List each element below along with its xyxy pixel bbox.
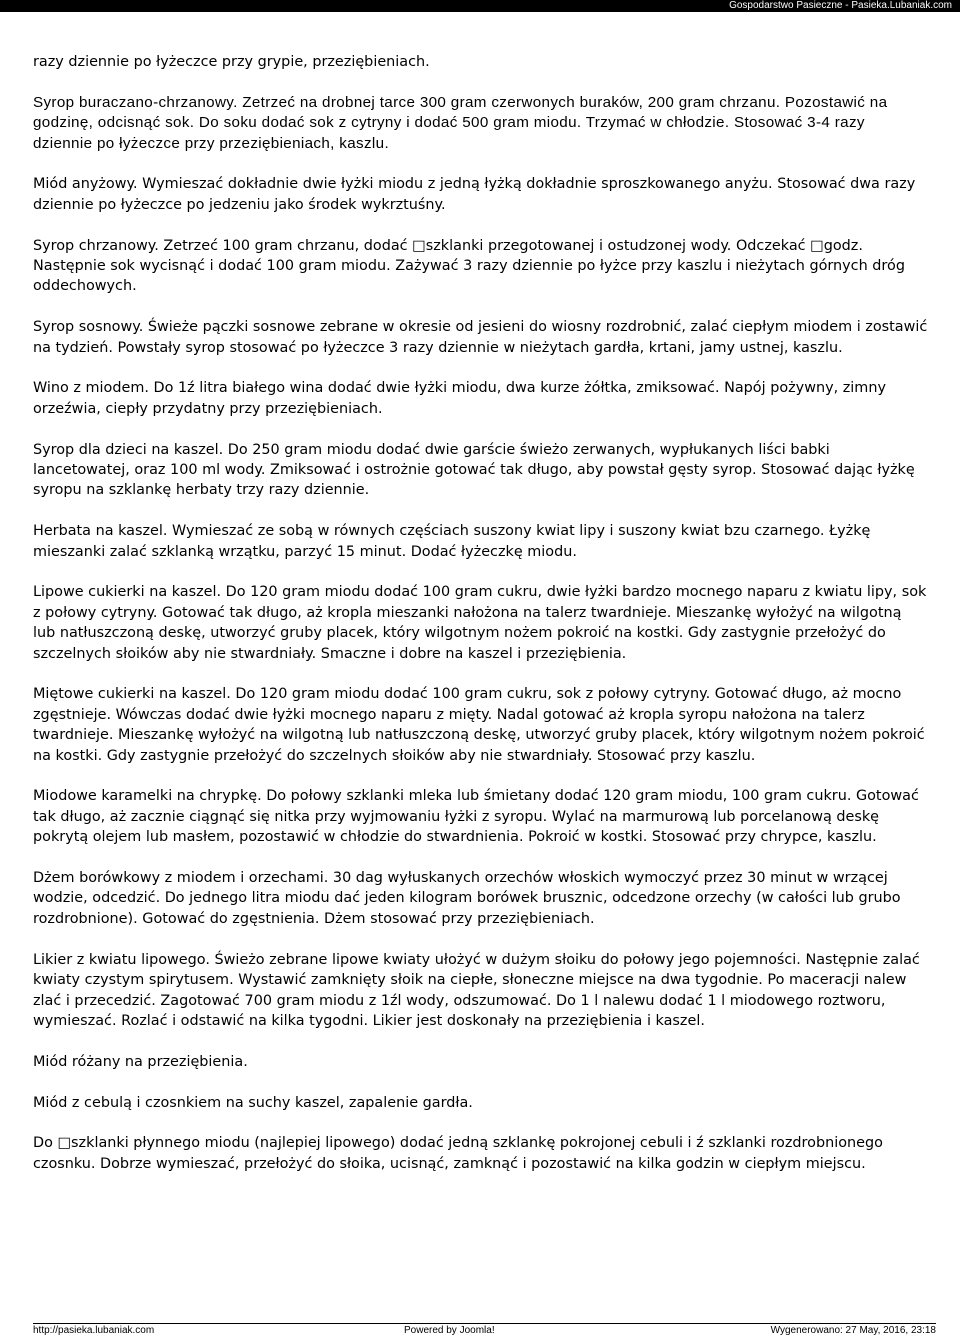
recipe-paragraph: Miód anyżowy. Wymieszać dokładnie dwie łyżki miodu z jedną łyżką dokładnie sproszkowanego anyżu. Stosować dwa razy dziennie po łyżeczce po jedzeniu jako środek wykrztuśny. <box>33 176 916 213</box>
recipe-paragraph: Dżem borówkowy z miodem i orzechami. 30 dag wyłuskanych orzechów włoskich wymoczyć przez 30 minut w wrzącej wodzie, odcedzić. Do jednego litra miodu dać jeden kilogram borówek brusznic, odcedzone orzechy (w całości lub grubo rozdrobnione). Gotować do zgęstnienia. Dżem stosować przy przeziębieniach. <box>33 870 901 927</box>
recipe-paragraph: Herbata na kaszel. Wymieszać ze sobą w równych częściach suszony kwiat lipy i suszony kwiat bzu czarnego. Łyżkę mieszanki zalać szklanką wrzątku, parzyć 15 minut. Dodać łyżeczkę miodu. <box>33 523 871 560</box>
footer-site-url[interactable]: http://pasieka.lubaniak.com <box>33 1325 155 1336</box>
header-bar <box>0 0 960 12</box>
paragraph: razy dziennie po łyżeczce przy grypie, przeziębieniach. <box>33 54 430 70</box>
recipe-paragraph: Syrop sosnowy. Świeże pączki sosnowe zebrane w okresie od jesieni do wiosny rozdrobnić, zalać ciepłym miodem i zostawić na tydzień. Powstały syrop stosować po łyżeczce 3 razy dziennie w nieżytach gardła, krtani, jamy ustnej, kaszlu. <box>33 319 928 356</box>
footer-powered-by: Powered by Joomla! <box>404 1325 495 1336</box>
recipe-paragraph: Miód z cebulą i czosnkiem na suchy kaszel, zapalenie gardła. <box>33 1094 473 1111</box>
recipe-paragraph: Likier z kwiatu lipowego. Świeżo zebrane lipowe kwiaty ułożyć w dużym słoiku do połowy jego pojemności. Następnie zalać kwiaty czystym spirytusem. Wystawić zamknięty słoik na ciepłe, słoneczne miejsce na dwa tygodnie. Po maceracji nalew zlać i przecedzić. Zagotować 700 gram miodu z 1źl wody, odszumować. Do 1 l nalewu dodać 1 l miodowego roztworu, wymieszać. Rozlać i odstawić na kilka tygodni. Likier jest doskonały na przeziębienia i kaszel. <box>33 951 920 1029</box>
footer-generated-date: Wygenerowano: 27 May, 2016, 23:18 <box>770 1325 936 1336</box>
recipe-paragraph: Syrop dla dzieci na kaszel. Do 250 gram miodu dodać dwie garście świeżo zerwanych, wypłukanych liści babki lancetowatej, oraz 100 ml wody. Zmiksować i ostrożnie gotować tak długo, aby powstał gęsty syrop. Stosować dając łyżkę syropu na szklankę herbaty trzy razy dziennie. <box>33 441 915 499</box>
recipe-paragraph: Miód różany na przeziębienia. <box>33 1053 248 1070</box>
recipe-paragraph: Syrop chrzanowy. Zetrzeć 100 gram chrzanu, dodać □szklanki przegotowanej i ostudzonej wody. Odczekać □godz. Następnie sok wycisnąć i dodać 100 gram miodu. Zażywać 3 razy dziennie po łyżce przy kaszlu i nieżytach górnych dróg oddechowych. <box>33 237 905 295</box>
recipe-paragraph: Syrop buraczano-chrzanowy. Zetrzeć na drobnej tarce 300 gram czerwonych buraków, 200 gram chrzanu. Pozostawić na godzinę, odcisnąć sok. Do soku dodać sok z cytryny i dodać 500 gram miodu. Trzymać w chłodzie. Stosować 3-4 razy dziennie po łyżeczce przy przeziębieniach, kaszlu. <box>33 93 888 152</box>
article-body <box>33 52 928 1195</box>
recipe-paragraph: Miodowe karamelki na chrypkę. Do połowy szklanki mleka lub śmietany dodać 120 gram miodu, 100 gram cukru. Gotować tak długo, aż zacznie ciągnąć się nitka przy wyjmowaniu łyżki z syropu. Wylać na marmurową lub porcelanową deskę pokrytą olejem lub masłem, pozostawić w chłodzie do stwardnienia. Pokroić w kostki. Stosować przy chrypce, kaszlu. <box>33 788 919 846</box>
recipe-paragraph: Wino z miodem. Do 1ź litra białego wina dodać dwie łyżki miodu, dwa kurze żółtka, zmiksować. Napój pożywny, zimny orzeźwia, ciepły przydatny przy przeziębieniach. <box>33 380 886 417</box>
recipe-paragraph: Miętowe cukierki na kaszel. Do 120 gram miodu dodać 100 gram cukru, sok z połowy cytryny. Gotować długo, aż mocno zgęstnieje. Wówczas dodać dwie łyżki mocnego naparu z mięty. Nadal gotować aż kropla syropu nałożona na talerz twardnieje. Mieszankę wyłożyć na wilgotną lub natłuszczoną deskę, utworzyć gruby placek, który wilgotnym nożem pokroić na kostki. Gdy zastygnie przełożyć do szczelnych słoików aby nie stwardniały. Stosować przy kaszlu. <box>33 686 925 764</box>
site-title: Gospodarstwo Pasieczne - Pasieka.Lubaniak.com <box>729 0 952 11</box>
recipe-paragraph: Lipowe cukierki na kaszel. Do 120 gram miodu dodać 100 gram cukru, dwie łyżki bardzo mocnego naparu z kwiatu lipy, sok z połowy cytryny. Gotować tak długo, aż kropla mieszanki nałożona na talerz twardnieje. Mieszankę wyłożyć na wilgotną lub natłuszczoną deskę, utworzyć gruby placek, który wilgotnym nożem pokroić na kostki. Gdy zastygnie przełożyć do szczelnych słoików aby nie stwardniały. Smaczne i dobre na kaszel i przeziębienia. <box>33 584 927 662</box>
recipe-paragraph: Do □szklanki płynnego miodu (najlepiej lipowego) dodać jedną szklankę pokrojonej cebuli i ź szklanki rozdrobnionego czosnku. Dobrze wymieszać, przełożyć do słoika, ucisnąć, zamknąć i pozostawić na kilka godzin w ciepłym miejscu. <box>33 1135 883 1172</box>
